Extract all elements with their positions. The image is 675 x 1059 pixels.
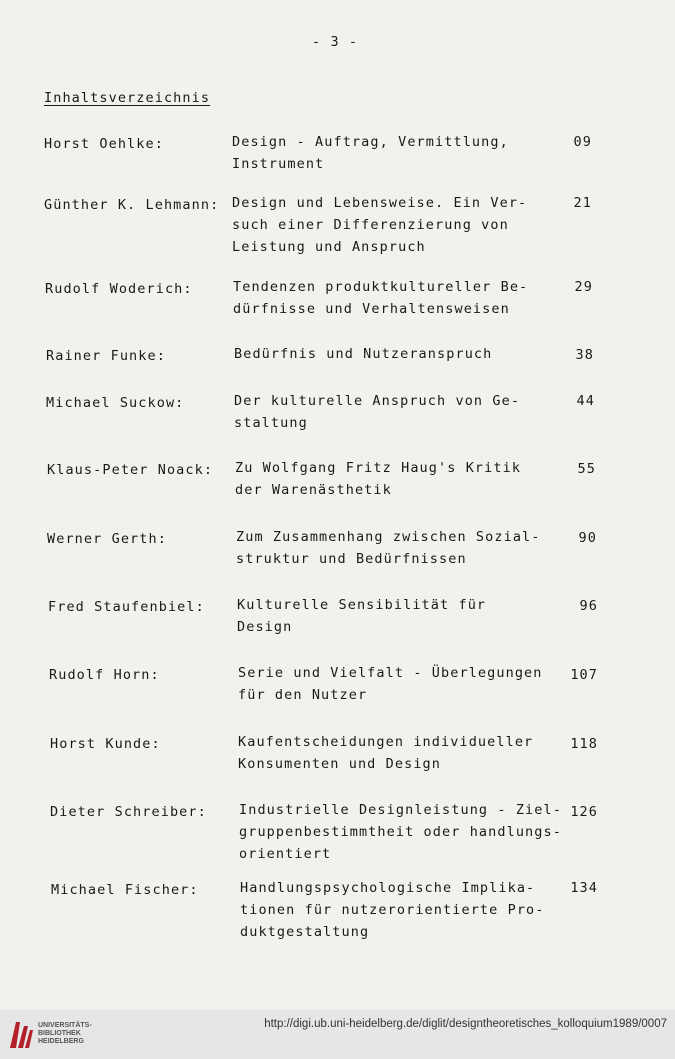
- toc-title: Zu Wolfgang Fritz Haug's Kritik der Warenästhetik: [235, 460, 522, 498]
- toc-page: 09: [573, 134, 592, 150]
- toc-page: 29: [574, 279, 593, 295]
- toc-title: Tendenzen produktkultureller Be- dürfnisse und Verhaltensweisen: [233, 279, 529, 317]
- toc-page: 44: [576, 393, 595, 409]
- toc-author: Dieter Schreiber:: [50, 804, 207, 820]
- university-library-logo-icon: [8, 1018, 34, 1050]
- toc-title: Handlungspsychologische Implika- tionen für nutzerorientierte Pro- duktgestaltung: [240, 880, 545, 940]
- toc-page: 55: [577, 461, 596, 477]
- toc-title: Der kulturelle Anspruch von Ge- staltung: [234, 393, 521, 431]
- toc-title: Industrielle Designleistung - Ziel- gruppenbestimmtheit oder handlungs- orientiert: [239, 802, 562, 862]
- toc-title: Zum Zusammenhang zwischen Sozial- struktur und Bedürfnissen: [236, 529, 541, 567]
- toc-page: 96: [579, 598, 598, 614]
- toc-title: Design und Lebensweise. Ein Ver- such einer Differenzierung von Leistung und Anspruch: [232, 195, 528, 255]
- toc-title: Kulturelle Sensibilität für Design: [237, 597, 487, 635]
- toc-page: 126: [570, 804, 598, 820]
- toc-author: Michael Suckow:: [46, 395, 185, 411]
- toc-author: Rudolf Woderich:: [45, 281, 193, 297]
- toc-author: Klaus-Peter Noack:: [47, 462, 214, 478]
- toc-title: Bedürfnis und Nutzeranspruch: [234, 346, 493, 362]
- page-title: Inhaltsverzeichnis: [44, 90, 211, 106]
- toc-author: Horst Kunde:: [50, 736, 161, 752]
- library-name: UNIVERSITÄTS- BIBLIOTHEK HEIDELBERG: [38, 1022, 92, 1045]
- toc-author: Rudolf Horn:: [49, 667, 160, 683]
- library-footer: [0, 1010, 675, 1059]
- toc-title: Serie und Vielfalt - Überlegungen für den Nutzer: [238, 665, 543, 703]
- source-url-link[interactable]: http://digi.ub.uni-heidelberg.de/diglit/designtheoretisches_kolloquium1989/0007: [264, 1018, 667, 1030]
- toc-page: 107: [570, 667, 598, 683]
- toc-author: Rainer Funke:: [46, 348, 166, 364]
- toc-page: 118: [570, 736, 598, 752]
- toc-page: 90: [578, 530, 597, 546]
- toc-author: Werner Gerth:: [47, 531, 167, 547]
- toc-page: 38: [575, 347, 594, 363]
- toc-author: Michael Fischer:: [51, 882, 199, 898]
- toc-title: Design - Auftrag, Vermittlung, Instrument: [232, 134, 509, 172]
- toc-author: Fred Staufenbiel:: [48, 599, 205, 615]
- toc-author: Günther K. Lehmann:: [44, 197, 220, 213]
- toc-page: 134: [570, 880, 598, 896]
- toc-author: Horst Oehlke:: [44, 136, 164, 152]
- page-number: - 3 -: [312, 34, 359, 50]
- toc-page: 21: [573, 195, 592, 211]
- toc-title: Kaufentscheidungen individueller Konsumenten und Design: [238, 734, 534, 772]
